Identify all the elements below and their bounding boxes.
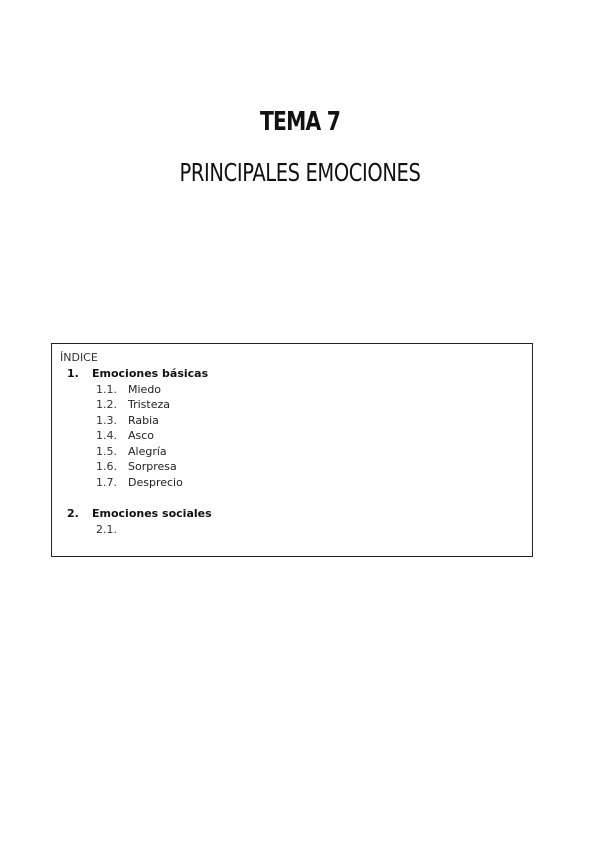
item-number: 1.1. (96, 382, 117, 396)
item-label: Alegría (128, 444, 167, 458)
item-number: 2.1. (96, 522, 117, 536)
section-heading-row (52, 367, 532, 383)
item-number: 1.3. (96, 413, 117, 427)
index-section-2 (52, 507, 532, 538)
section-heading-row (52, 507, 532, 523)
section-number: 1. (67, 367, 79, 380)
section-number: 2. (67, 507, 79, 520)
item-number: 1.6. (96, 460, 117, 473)
index-heading: ÍNDICE (60, 351, 98, 364)
item-label: Asco (128, 429, 155, 442)
item-number: 1.5. (96, 444, 117, 458)
section-title: Emociones sociales (92, 507, 212, 520)
index-item-alegria (52, 445, 532, 461)
item-number: 1.7. (96, 475, 117, 489)
index-item-2-1 (52, 523, 532, 539)
item-label: Rabia (128, 413, 159, 427)
index-item-miedo (52, 383, 532, 399)
index-box (51, 343, 533, 557)
index-section-1 (52, 367, 532, 491)
document-title: TEMA 7 (259, 107, 341, 137)
item-number: 1.4. (96, 429, 117, 442)
index-item-tristeza (52, 398, 532, 414)
index-item-desprecio (52, 476, 532, 492)
item-label: Tristeza (128, 398, 171, 411)
index-item-rabia (52, 414, 532, 430)
document-subtitle: PRINCIPALES EMOCIONES (179, 158, 421, 187)
index-item-sorpresa (52, 460, 532, 476)
index-item-asco (52, 429, 532, 445)
section-title: Emociones básicas (92, 367, 209, 380)
item-label: Miedo (128, 382, 162, 396)
item-label: Sorpresa (128, 460, 177, 473)
item-number: 1.2. (96, 398, 117, 411)
item-label: Desprecio (128, 475, 183, 489)
